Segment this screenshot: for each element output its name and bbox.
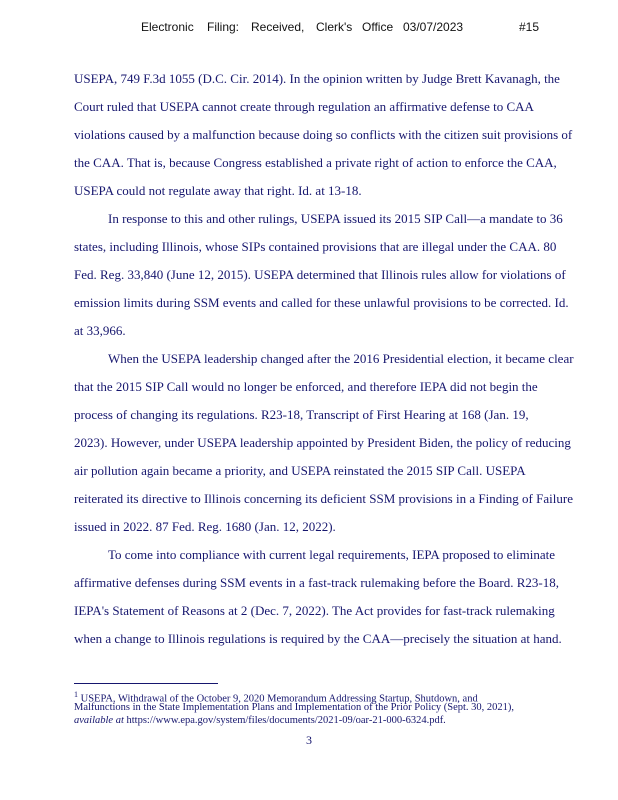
footnote-line xyxy=(74,688,478,705)
body-line: IEPA's Statement of Reasons at 2 (Dec. 7, 2022). The Act provides for fast-track rulemaking xyxy=(74,603,555,618)
body-line: violations caused by a malfunction because doing so conflicts with the citizen suit provisions of xyxy=(74,127,573,142)
footnote-divider xyxy=(74,683,218,684)
header-doc-number: #15 xyxy=(519,20,540,34)
body-line: USEPA, 749 F.3d 1055 (D.C. Cir. 2014). In the opinion written by Judge Brett Kavanagh, the xyxy=(74,71,560,86)
body-line: reiterated its directive to Illinois concerning its deficient SSM provisions in a Finding of Failure xyxy=(74,491,573,506)
body-line: affirmative defenses during SSM events in a fast-track rulemaking before the Board. R23-18, xyxy=(74,575,559,590)
header-electronic: Electronic xyxy=(141,20,194,34)
body-line: when a change to Illinois regulations is required by the CAA—precisely the situation at hand. xyxy=(74,631,562,646)
filing-header xyxy=(0,20,618,38)
body-line: at 33,966. xyxy=(74,323,126,338)
body-line: emission limits during SSM events and called for these unlawful provisions to be corrected. Id. xyxy=(74,295,569,310)
header-office: Office xyxy=(362,20,394,34)
body-line: In response to this and other rulings, USEPA issued its 2015 SIP Call—a mandate to 36 xyxy=(108,211,563,226)
body-line: USEPA could not regulate away that right. Id. at 13-18. xyxy=(74,183,362,198)
body-line: 2023). However, under USEPA leadership appointed by President Biden, the policy of reducing xyxy=(74,435,571,450)
page-number: 3 xyxy=(306,733,312,747)
footnote-available-label: available at xyxy=(74,715,124,726)
body-line: issued in 2022. 87 Fed. Reg. 1680 (Jan. 12, 2022). xyxy=(74,519,336,534)
header-filing: Filing: xyxy=(207,20,240,34)
body-line: When the USEPA leadership changed after the 2016 Presidential election, it became clear xyxy=(108,351,574,366)
header-date: 03/07/2023 xyxy=(403,20,464,34)
body-line: the CAA. That is, because Congress established a private right of action to enforce the CAA, xyxy=(74,155,557,170)
footnote-text: USEPA, Withdrawal of the October 9, 2020 Memorandum Addressing Startup, Shutdown, and xyxy=(80,693,478,705)
body-line: Fed. Reg. 33,840 (June 12, 2015). USEPA determined that Illinois rules allow for violations of xyxy=(74,267,566,282)
body-line: Court ruled that USEPA cannot create through regulation an affirmative defense to CAA xyxy=(74,99,534,114)
body-line: air pollution again became a priority, and USEPA reinstated the 2015 SIP Call. USEPA xyxy=(74,463,526,478)
body-line: process of changing its regulations. R23-18, Transcript of First Hearing at 168 (Jan. 19, xyxy=(74,407,529,422)
footnote-line: Malfunctions in the State Implementation Plans and Implementation of the Prior Policy (Sept. 30, 2021), xyxy=(74,702,515,713)
body-line: states, including Illinois, whose SIPs contained provisions that are illegal under the CAA. 80 xyxy=(74,239,557,254)
footnote-marker: 1 xyxy=(74,690,78,699)
header-received: Received, xyxy=(251,20,305,34)
body-line: that the 2015 SIP Call would no longer be enforced, and therefore IEPA did not begin the xyxy=(74,379,538,394)
footnote-line xyxy=(74,714,446,727)
footnote-url[interactable]: https://www.epa.gov/system/files/documents/2021-09/oar-21-000-6324.pdf. xyxy=(126,715,446,726)
body-line: To come into compliance with current legal requirements, IEPA proposed to eliminate xyxy=(108,547,555,562)
header-clerks: Clerk's xyxy=(316,20,353,34)
